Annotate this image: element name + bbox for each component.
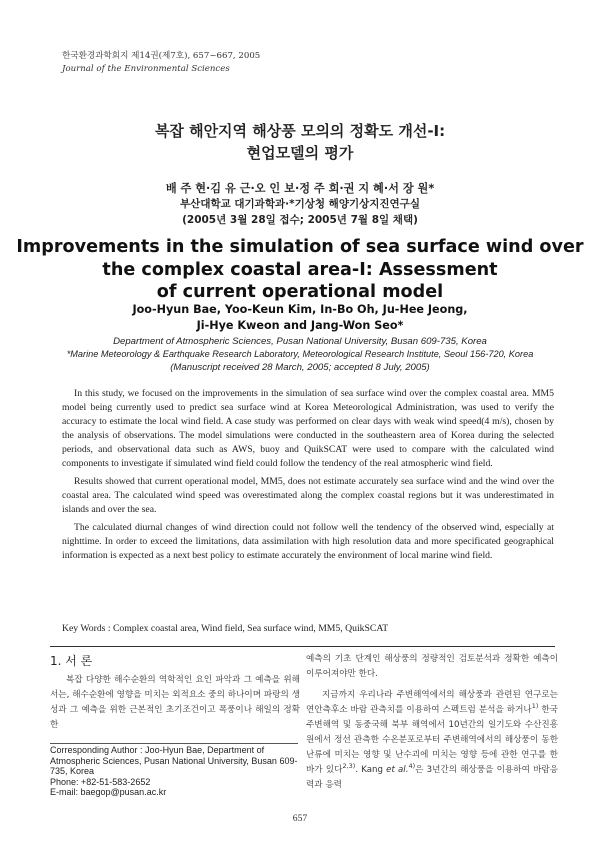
citation-ref: 4): [408, 762, 416, 771]
section-divider: [50, 646, 555, 647]
korean-title-line1: 복잡 해안지역 해상풍 모의의 정확도 개선-Ⅰ:: [154, 122, 446, 140]
english-affiliation-line2: *Marine Meteorology & Earthquake Research Laboratory, Meteorological Research Institute, Seoul 156-720, Korea: [66, 349, 534, 359]
english-title-line1: Improvements in the simulation of sea surface wind over: [16, 237, 584, 257]
english-title-line3: of current operational model: [156, 282, 444, 302]
korean-authors: 배 주 현·김 유 근·오 인 보·정 주 희·권 지 혜·서 장 원*: [165, 182, 435, 195]
introduction-paragraph: 복잡 다양한 해수순환의 역학적인 요인 파악과 그 예측을 위해서는, 해수순환에 영향을 미치는 외적요소 중의 하나이며 파랑의 생성과 그 예측을 위한 근본적인 초기조건이고 폭풍이나 해일의 정확한: [50, 675, 300, 730]
journal-header: [62, 50, 260, 76]
footnote-rule: [50, 743, 298, 744]
keywords: Key Words : Complex coastal area, Wind field, Sea surface wind, MM5, QuikSCAT: [62, 623, 389, 634]
right-p2-text-c: . Kang: [355, 765, 387, 775]
right-p2-etal: et al.: [386, 765, 409, 775]
korean-dates: (2005년 3월 28일 접수; 2005년 7월 8일 채택): [182, 214, 418, 226]
right-p2-text-b: 한국 주변해역 및 동중국해 북부 해역에서 10년간의 일기도와 수산진흥원에서 정선 관측한 수온분포로부터 주변해역에서의 해상풍이 동한난류에 미치는 영향 및 난수괴에 미치는 영향 등에 관한 연구를 한 바가 있다: [306, 705, 558, 775]
abstract-paragraph-1: In this study, we focused on the improvements in the simulation of sea surface wind over the complex coastal area. MM5 model being currently used to predict sea surface wind at Korea Meteorological Administration, was used to verify the accuracy to estimate the local wind field. A case study was performed on clear days with weak wind speed(4 m/s), chosen by the analysis of observations. The model simulations were conducted in the southeastern area of Korea during the selected periods, and observational data such as AWS, buoy and QuikSCAT were used to compare with the calculated wind components to investigate if simulated wind field could follow the tendency of the real atmospheric wind field.: [62, 388, 554, 469]
citation-ref: 1): [531, 702, 539, 711]
korean-title-line2: 현업모델의 평가: [246, 144, 354, 162]
abstract-paragraph-2: Results showed that current operational model, MM5, does not estimate accurately sea surface wind and the wind over the coastal area. The calculated wind speed was overestimated along the complex coastal regions but it was underestimated in islands and over the sea.: [62, 476, 554, 515]
footnote-email: E-mail: baegop@pusan.ac.kr: [50, 787, 167, 797]
footnote-phone: Phone: +82-51-583-2652: [50, 776, 151, 787]
manuscript-dates: (Manuscript received 28 March, 2005; accepted 8 July, 2005): [170, 362, 430, 373]
citation-ref: 2,3): [342, 762, 356, 771]
english-title-line2: the complex coastal area-Ⅰ: Assessment: [102, 260, 498, 280]
right-column: [306, 652, 558, 799]
left-column: [50, 652, 300, 733]
abstract: [62, 387, 554, 567]
section-heading-introduction: 1. 서 론: [50, 654, 93, 668]
right-p2-text-d: 은 3년간의 해상풍을 이용하여 바람응력과 응력: [306, 765, 558, 790]
korean-affiliation: 부산대학교 대기과학과·*기상청 해양기상지진연구실: [180, 198, 420, 210]
abstract-paragraph-3: The calculated diurnal changes of wind direction could not follow well the tendency of the observed wind, especially at nighttime. In order to exceed the limitations, data assimilation with high resolution data and more specificated geographical information is expected as a next best policy to estimate accurately the environment of local marine wind field.: [62, 522, 554, 561]
right-p2-text-a: 지금까지 우리나라 주변해역에서의 해상풍과 관련된 연구로는 연안측후소 바람 관측치를 이용하여 스펙트럼 분석을 하거나: [306, 690, 558, 715]
english-affiliation-line1: Department of Atmospheric Sciences, Pusan National University, Busan 609-735, Korea: [113, 336, 487, 347]
english-authors-line1: Joo-Hyun Bae, Yoo-Keun Kim, In-Bo Oh, Ju-Hee Jeong,: [132, 303, 468, 316]
journal-citation: 한국환경과학회지 제14권(제7호), 657~667, 2005: [62, 51, 261, 61]
journal-name: Journal of the Environmental Sciences: [62, 64, 230, 74]
right-paragraph-2: [306, 688, 558, 793]
english-authors-line2: Ji-Hye Kweon and Jang-Won Seo*: [196, 319, 404, 332]
corresponding-author-footnote: [50, 745, 300, 798]
right-paragraph-1: 예측의 기초 단계인 해상풍의 정량적인 검토분석과 정확한 예측이 이루어져야만 한다.: [306, 654, 558, 679]
page-number: 657: [292, 813, 308, 824]
footnote-author: Corresponding Author : Joo-Hyun Bae, Department of Atmospheric Sciences, Pusan National University, Busan 609-735, Korea: [50, 745, 298, 776]
